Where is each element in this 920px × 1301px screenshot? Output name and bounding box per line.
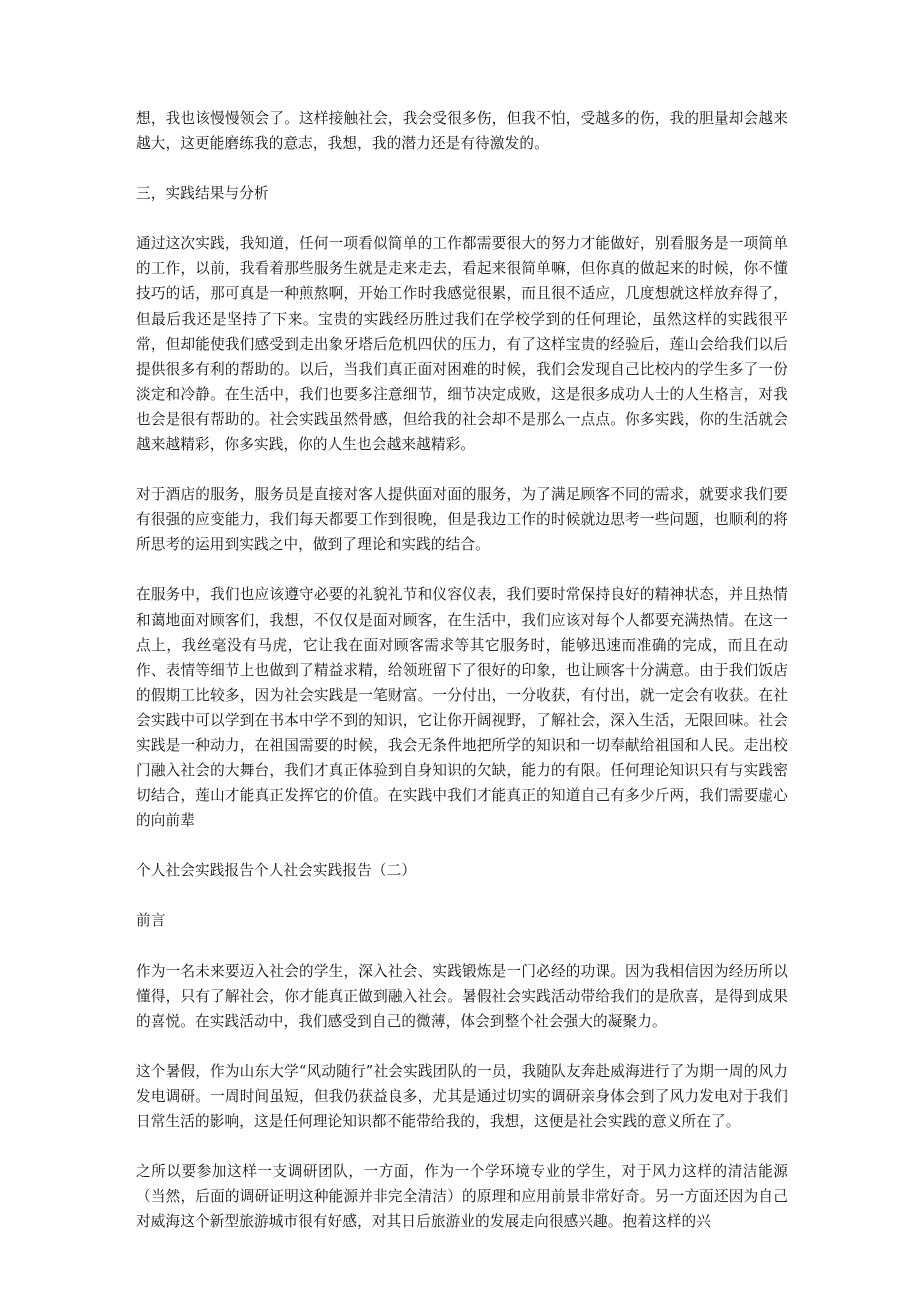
paragraph-practice-insight: 通过这次实践，我知道，任何一项看似简单的工作都需要很大的努力才能做好，别看服务是一项简单的工作，以前，我看着那些服务生就是走来走去，看起来很简单嘛，但你真的做起来的时候，你不懂技巧的话，那可真是一种煎熬啊，开始工作时我感觉很累，而且很不适应，几度想就这样放弃得了，但最后我还是坚持了下来。宝贵的实践经历胜过我们在学校学到的任何理论，虽然这样的实践很平常，但却能使我们感受到走出象牙塔后危机四伏的压力，有了这样宝贵的经验后，莲山会给我们以后提供很多有利的帮助的。以后，当我们真正面对困难的时候，我们会发现自己比校内的学生多了一份淡定和冷静。在生活中，我们也要多注意细节，细节决定成败，这是很多成功人士的人生格言，对我也会是很有帮助的。社会实践虽然骨感，但给我的社会却不是那么一点点。你多实践，你的生活就会越来越精彩，你多实践，你的人生也会越来越精彩。: [136, 235, 788, 454]
section-heading-preface: 前言: [136, 912, 166, 930]
paragraph-hotel-service: 对于酒店的服务，服务员是直接对客人提供面对面的服务，为了满足顾客不同的需求，就要求我们要有很强的应变能力，我们每天都要工作到很晚，但是我边工作的时候就边思考一些问题，也顺利的将所思考的运用到实践之中，做到了理论和实践的结合。: [136, 486, 788, 554]
paragraph-preface-intro: 作为一名未来要迈入社会的学生，深入社会、实践锻炼是一门必经的功课。因为我相信因为经历所以懂得，只有了解社会，你才能真正做到融入社会。暑假社会实践活动带给我们的是欣喜，是得到成果的喜悦。在实践活动中，我们感受到自己的微薄，体会到整个社会强大的凝聚力。: [136, 962, 788, 1030]
paragraph-summer-team: 这个暑假，作为山东大学“风动随行”社会实践团队的一员，我随队友奔赴威海进行了为期一周的风力发电调研。一周时间虽短，但我仍获益良多，尤其是通过切实的调研亲身体会到了风力发电对于我们日常生活的影响，这是任何理论知识都不能带给我的，我想，这便是社会实践的意义所在了。: [136, 1062, 788, 1130]
paragraph-continuation: 想，我也该慢慢领会了。这样接触社会，我会受很多伤，但我不怕，受越多的伤，我的胆量却会越来越大，这更能磨练我的意志，我想，我的潜力还是有待激发的。: [136, 110, 788, 153]
document-page: [136, 106, 788, 1259]
section-heading-results: 三，实践结果与分析: [136, 185, 269, 203]
paragraph-etiquette: 在服务中，我们也应该遵守必要的礼貌礼节和仪容仪表，我们要时常保持良好的精神状态，并且热情和蔼地面对顾客们，我想，不仅仅是面对顾客，在生活中，我们应该对每个人都要充满热情。在这一点上，我丝毫没有马虎，它让我在面对顾客需求等其它服务时，能够迅速而准确的完成，而且在动作、表情等细节上也做到了精益求精，给领班留下了很好的印象，也让顾客十分满意。由于我们饭店的假期工比较多，因为社会实践是一笔财富。一分付出，一分收获，有付出，就一定会有收获。在社会实践中可以学到在书本中学不到的知识，它让你开阔视野，了解社会，深入生活，无限回味。社会实践是一种动力，在祖国需要的时候，我会无条件地把所学的知识和一切奉献给祖国和人民。走出校门融入社会的大舞台，我们才真正体验到自身知识的欠缺，能力的有限。任何理论知识只有与实践密切结合，莲山才能真正发挥它的价值。在实践中我们才能真正的知道自己有多少斤两，我们需要虚心的向前辈: [136, 586, 788, 830]
paragraph-motivation: 之所以要参加这样一支调研团队，一方面，作为一个学环境专业的学生，对于风力这样的清洁能源（当然，后面的调研证明这种能源并非完全清洁）的原理和应用前景非常好奇。另一方面还因为自己对威海这个新型旅游城市很有好感，对其日后旅游业的发展走向很感兴趣。抱着这样的兴: [136, 1163, 788, 1231]
report-title-two: 个人社会实践报告个人社会实践报告（二）: [136, 862, 417, 880]
